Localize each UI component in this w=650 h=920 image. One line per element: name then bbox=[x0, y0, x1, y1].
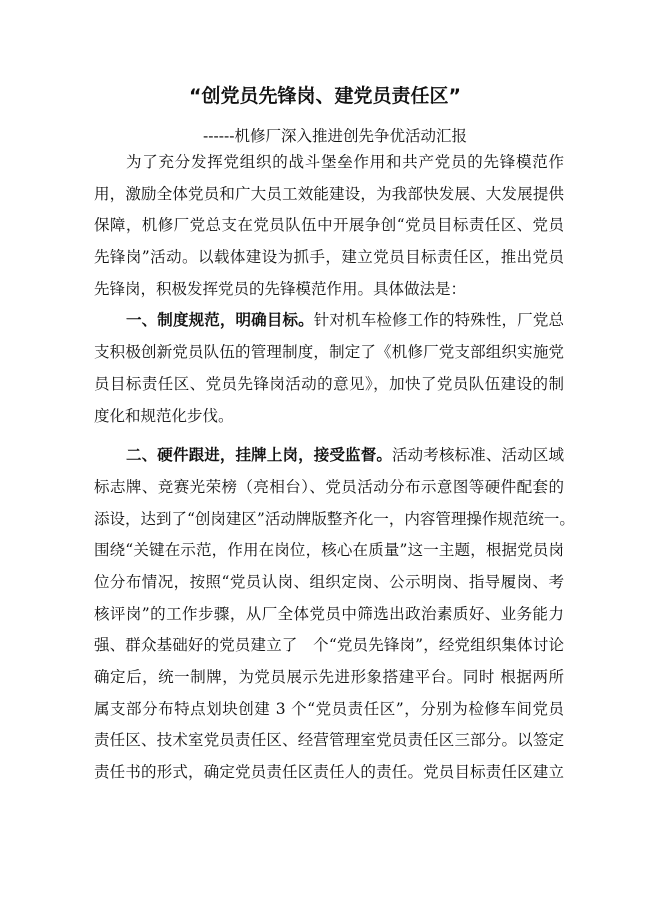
section2-line: 属支部分布特点划块创建 3 个“党员责任区”，分别为检修车间党员 bbox=[94, 699, 564, 718]
section2-first-line bbox=[94, 440, 564, 472]
paragraph1-line: 先锋岗”活动。以载体建设为抓手，建立党员目标责任区，推出党员 bbox=[94, 248, 564, 267]
section2-line: 标志牌、竞赛光荣榜（亮相台）、党员活动分布示意图等硬件配套的 bbox=[94, 477, 564, 496]
section1-line: 度化和规范化步伐。 bbox=[94, 406, 234, 425]
section1-line: 支积极创新党员队伍的管理制度，制定了《机修厂党支部组织实施党 bbox=[94, 343, 564, 362]
section2-line: 位分布情况，按照“党员认岗、组织定岗、公示明岗、指导履岗、考 bbox=[94, 572, 564, 591]
document-body bbox=[94, 147, 575, 789]
document-subtitle: ------机修厂深入推进创先争优活动汇报 bbox=[203, 127, 467, 145]
paragraph1-line: 保障，机修厂党总支在党员队伍中开展争创“党员目标责任区、党员 bbox=[94, 216, 564, 235]
section2-line: 责任区、技术室党员责任区、经营管理室党员责任区三部分。以签定 bbox=[94, 731, 564, 750]
paragraph1-line: 用，激励全体党员和广大员工效能建设，为我部快发展、大发展提供 bbox=[94, 184, 564, 203]
section2-heading: 二、硬件跟进，挂牌上岗，接受监督。 bbox=[126, 446, 393, 465]
document-title: “创党员先锋岗、建党员责任区” bbox=[189, 85, 461, 107]
section2-line: 围绕“关键在示范，作用在岗位，核心在质量”这一主题，根据党员岗 bbox=[94, 541, 564, 560]
section2-line: 确定后，统一制牌，为党员展示先进形象搭建平台。同时 根据两所 bbox=[94, 668, 564, 686]
paragraph1-line: 为了充分发挥党组织的战斗堡垒作用和共产党员的先锋模范作 bbox=[126, 153, 564, 171]
section1-line: 员目标责任区、党员先锋岗活动的意见》，加快了党员队伍建设的制 bbox=[94, 374, 564, 393]
section1-heading: 一、制度规范，明确目标。 bbox=[126, 311, 314, 330]
section2-line: 强、群众基础好的党员建立了 个“党员先锋岗”，经党组织集体讨论 bbox=[94, 636, 564, 655]
section2-line: 添设，达到了“创岗建区”活动牌版整齐化一，内容管理操作规范统一。 bbox=[94, 509, 575, 528]
paragraph1-line: 先锋岗，积极发挥党员的先锋模范作用。具体做法是： bbox=[94, 279, 467, 298]
section1-first-line bbox=[94, 305, 564, 337]
section2-line: 责任书的形式，确定党员责任区责任人的责任。党员目标责任区建立 bbox=[94, 763, 564, 782]
section2-line: 核评岗”的工作步骤，从厂全体党员中筛选出政治素质好、业务能力 bbox=[94, 604, 564, 623]
section2-first-line-rest: 活动考核标准、活动区域 bbox=[392, 446, 564, 465]
section1-first-line-rest: 针对机车检修工作的特殊性，厂党总 bbox=[313, 311, 564, 330]
